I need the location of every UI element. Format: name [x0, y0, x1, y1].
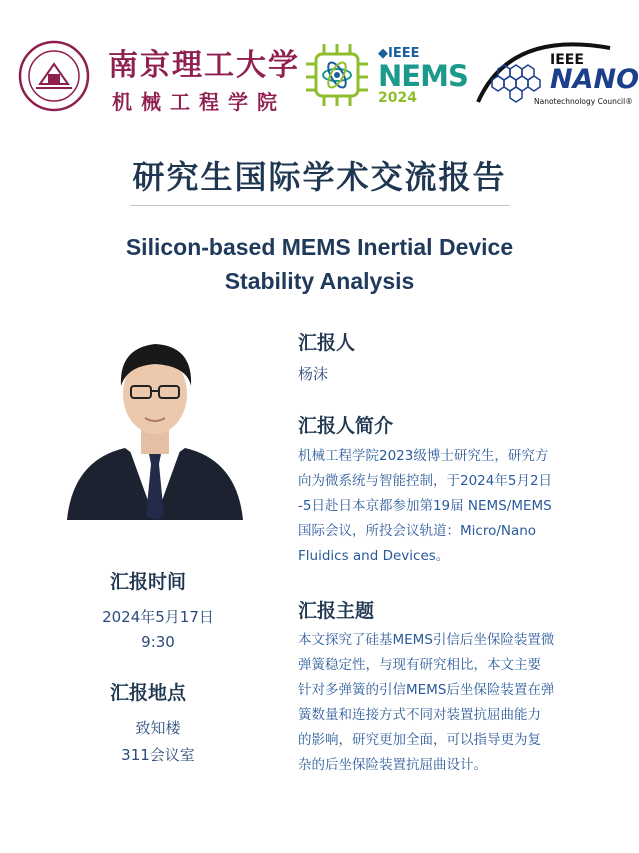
nems-year: 2024 [378, 90, 417, 106]
nano-council-label: Nanotechnology Council® [534, 97, 633, 106]
njust-seal-logo [18, 40, 90, 112]
page-title: 研究生国际学术交流报告 [132, 158, 507, 196]
topic-line: 针对多弹簧的引信MEMS后坐保险装置在弹 [298, 682, 555, 698]
bio-label: 汇报人简介 [298, 415, 394, 437]
bio-text [298, 444, 552, 569]
logo-bar [0, 0, 639, 130]
nano-ieee-label: IEEE [550, 52, 584, 68]
topic-line: 的影响，研究更加全面，可以指导更为复 [298, 732, 541, 748]
bio-line: Fluidics and Devices。 [298, 548, 450, 564]
location-label: 汇报地点 [110, 682, 187, 704]
talk-title-line: Silicon-based MEMS Inertial Device [125, 234, 514, 260]
topic-text [298, 628, 554, 778]
reporter-name: 杨沫 [298, 365, 329, 383]
bio-line: 向为微系统与智能控制，于2024年5月2日 [298, 473, 553, 489]
topic-line: 本文探究了硅基MEMS引信后坐保险装置微 [298, 632, 555, 648]
time-label: 汇报时间 [110, 571, 187, 593]
topic-line: 弹簧稳定性，与现有研究相比，本文主要 [298, 657, 541, 673]
reporter-label: 汇报人 [298, 332, 356, 354]
talk-time: 9:30 [141, 633, 175, 651]
njust-name: 南京理工大学 [108, 48, 300, 83]
talk-title-line: Stability Analysis [224, 268, 415, 294]
topic-line: 杂的后坐保险装置抗屈曲设计。 [298, 757, 487, 773]
speaker-photo [63, 330, 247, 520]
njust-department: 机械工程学院 [112, 90, 286, 114]
nano-wordmark: NANO [550, 64, 639, 95]
title-divider [130, 205, 510, 206]
nems-logo-mark [300, 40, 374, 110]
talk-room: 311会议室 [121, 746, 195, 764]
nems-ieee-label: ◆IEEE [378, 46, 420, 61]
talk-title [0, 230, 639, 298]
nems-wordmark: NEMS [378, 59, 468, 93]
topic-line: 簧数量和连接方式不同对装置抗屈曲能力 [298, 707, 541, 723]
bio-line: 机械工程学院2023级博士研究生，研究方 [298, 448, 549, 464]
talk-date: 2024年5月17日 [102, 608, 214, 626]
talk-building: 致知楼 [135, 719, 181, 737]
bio-line: 国际会议，所投会议轨道：Micro/Nano [298, 523, 537, 539]
topic-label: 汇报主题 [298, 600, 375, 622]
bio-line: -5日赴日本京都参加第19届 NEMS/MEMS [298, 498, 552, 514]
